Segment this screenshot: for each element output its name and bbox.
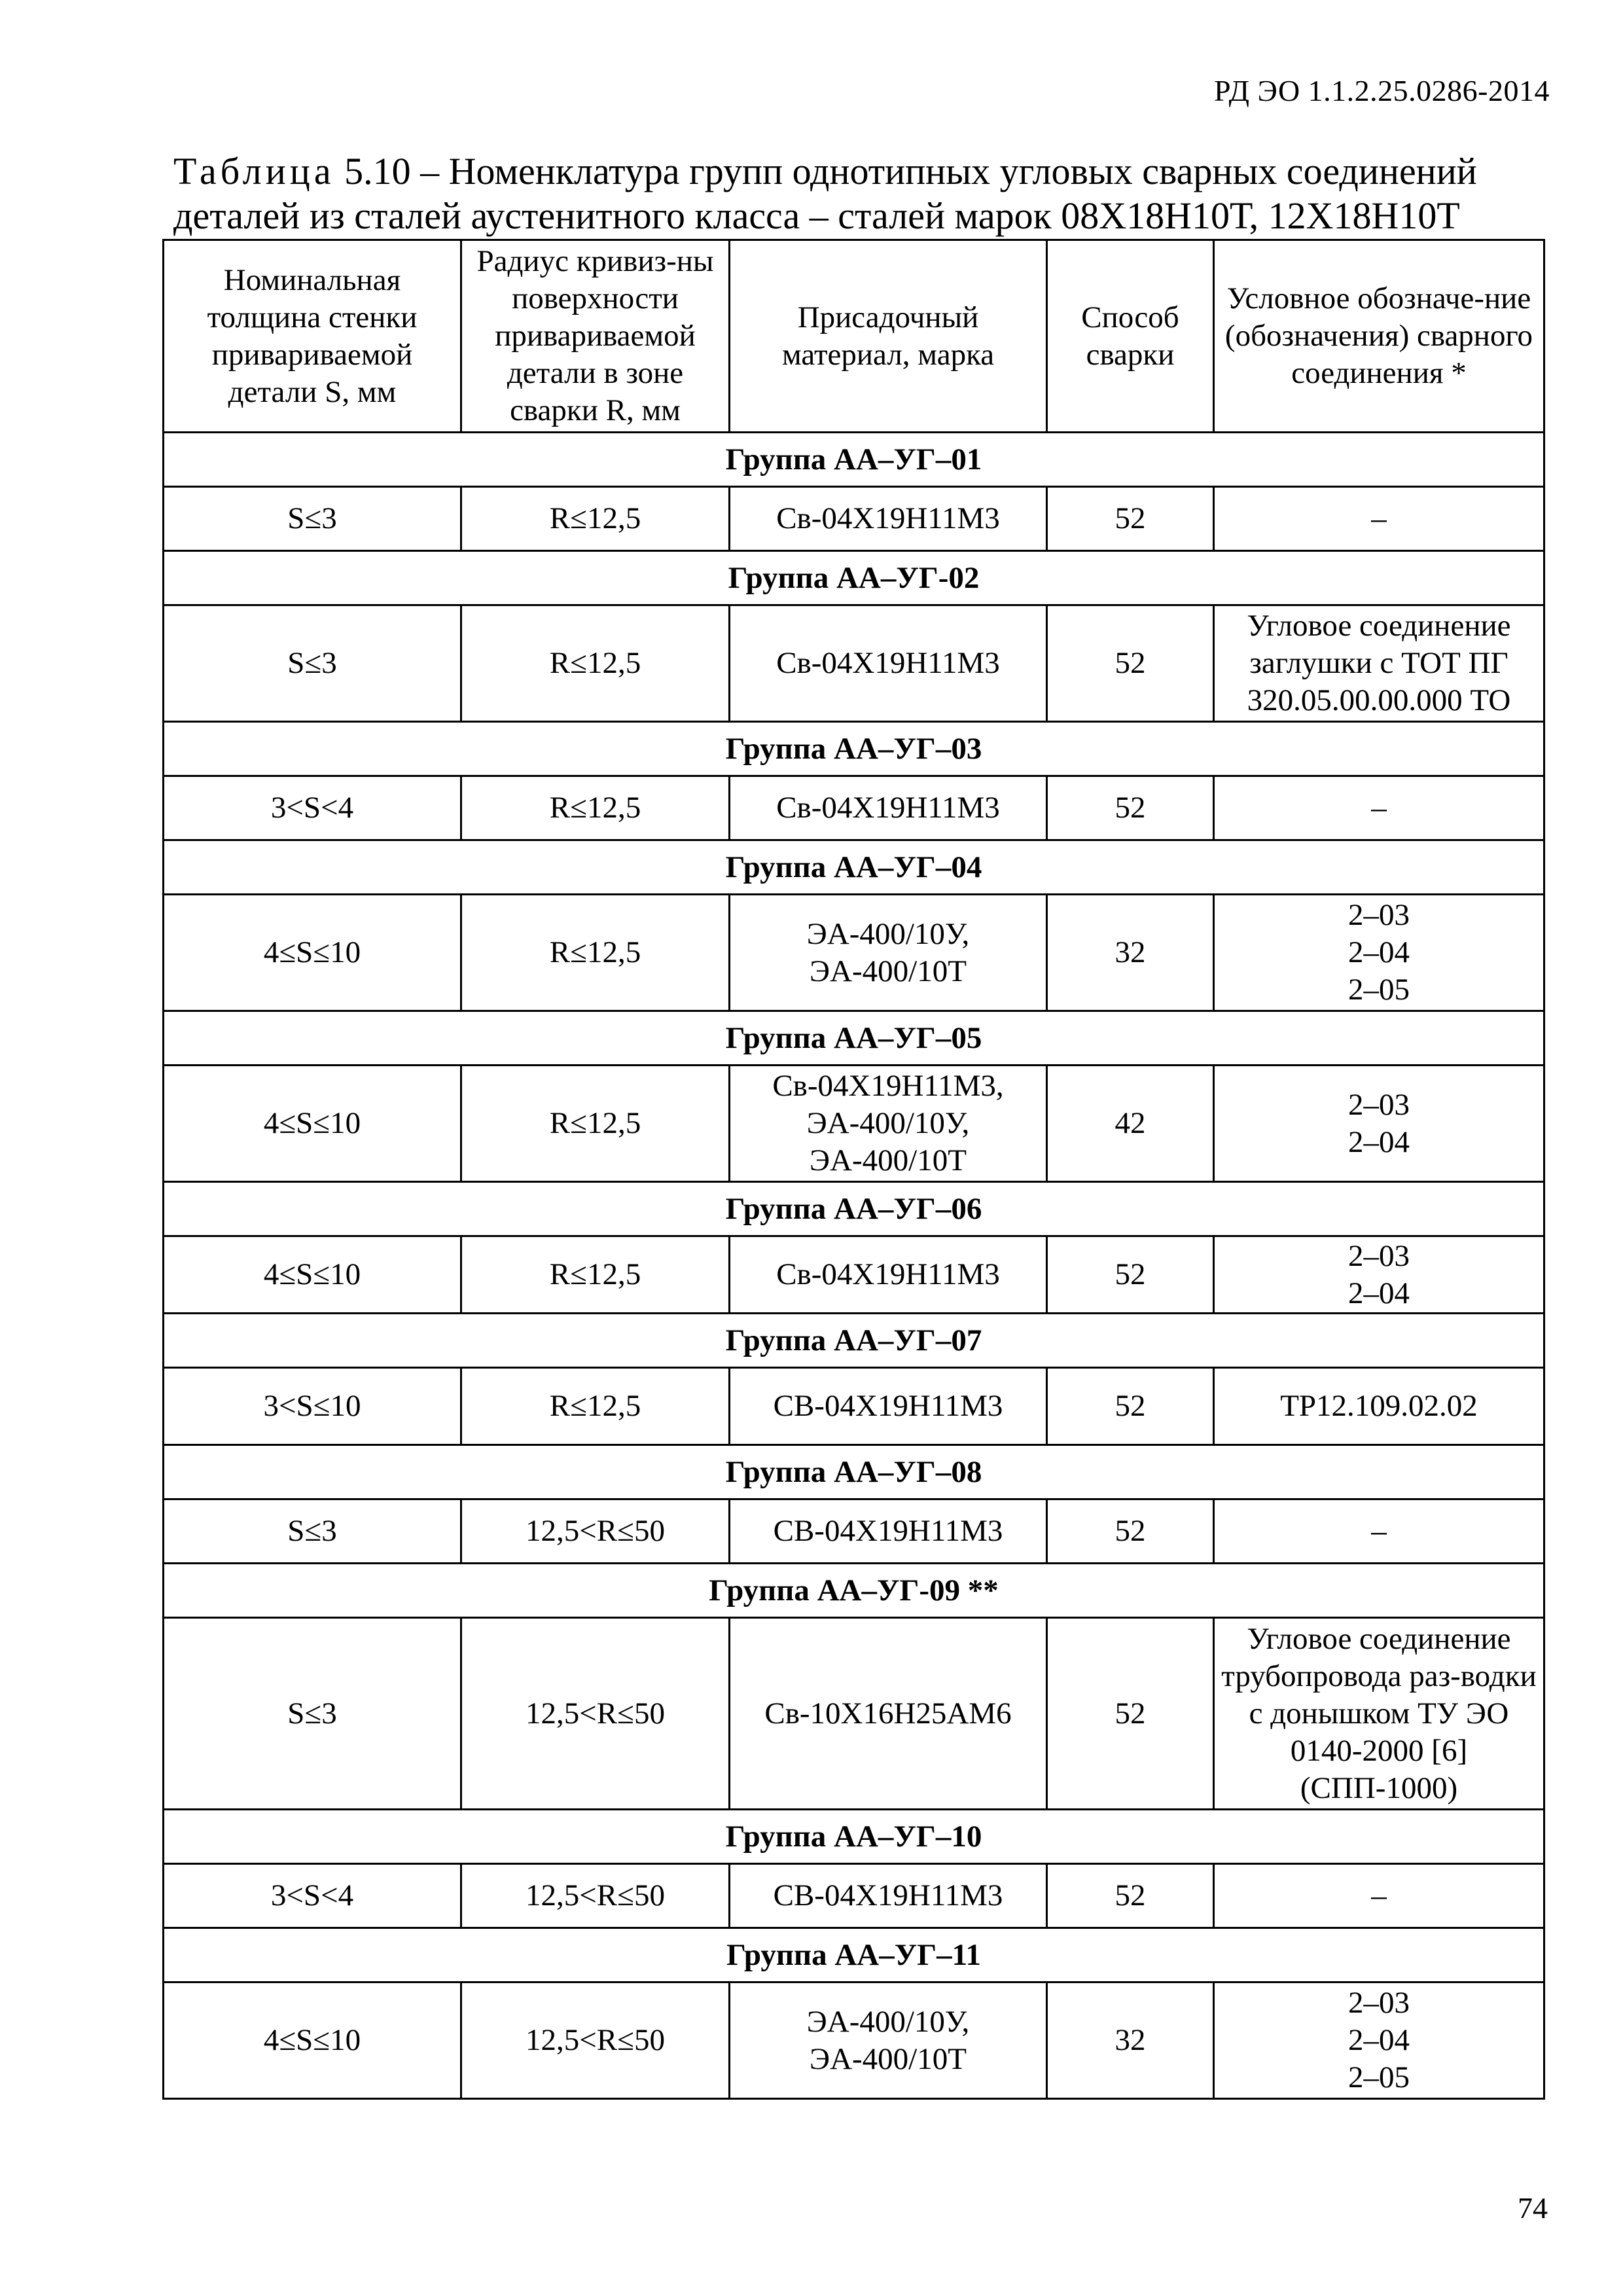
cell-filler-material: СВ-04Х19Н11М3 xyxy=(730,1368,1047,1445)
cell-thickness: 3<S<4 xyxy=(164,1864,461,1928)
cell-designation: – xyxy=(1214,487,1544,551)
cell-welding-method: 52 xyxy=(1047,605,1214,722)
cell-radius: R≤12,5 xyxy=(461,895,730,1011)
cell-welding-method: 52 xyxy=(1047,1864,1214,1928)
header-designation: Условное обозначе-ние (обозначения) сварного соединения * xyxy=(1214,240,1544,433)
table-caption-lead: Таблица xyxy=(173,150,335,192)
table-row xyxy=(164,487,1544,551)
group-title: Группа АА–УГ–06 xyxy=(164,1182,1544,1236)
group-title: Группа АА–УГ–01 xyxy=(164,433,1544,487)
cell-welding-method: 52 xyxy=(1047,776,1214,840)
cell-filler-material: ЭА-400/10У, ЭА-400/10Т xyxy=(730,895,1047,1011)
page-number: 74 xyxy=(1518,2191,1548,2225)
cell-radius: 12,5<R≤50 xyxy=(461,1499,730,1564)
table-row xyxy=(164,1066,1544,1182)
cell-designation: – xyxy=(1214,1864,1544,1928)
cell-filler-material: Св-04Х19Н11М3 xyxy=(730,487,1047,551)
cell-thickness: S≤3 xyxy=(164,1618,461,1810)
table-row xyxy=(164,1864,1544,1928)
group-header-row xyxy=(164,1314,1544,1368)
cell-welding-method: 32 xyxy=(1047,895,1214,1011)
table-header-row xyxy=(164,240,1544,433)
table-body xyxy=(164,433,1544,2099)
cell-radius: R≤12,5 xyxy=(461,1368,730,1445)
group-header-row xyxy=(164,551,1544,605)
cell-radius: R≤12,5 xyxy=(461,605,730,722)
group-title: Группа АА–УГ-02 xyxy=(164,551,1544,605)
cell-thickness: 4≤S≤10 xyxy=(164,1982,461,2099)
cell-thickness: S≤3 xyxy=(164,605,461,722)
group-header-row xyxy=(164,433,1544,487)
cell-filler-material: СВ-04Х19Н11М3 xyxy=(730,1499,1047,1564)
cell-thickness: S≤3 xyxy=(164,1499,461,1564)
group-header-row xyxy=(164,1810,1544,1864)
cell-radius: 12,5<R≤50 xyxy=(461,1982,730,2099)
group-title: Группа АА–УГ–08 xyxy=(164,1445,1544,1499)
group-title: Группа АА–УГ-09 ** xyxy=(164,1564,1544,1618)
cell-welding-method: 52 xyxy=(1047,487,1214,551)
cell-thickness: 4≤S≤10 xyxy=(164,895,461,1011)
group-header-row xyxy=(164,1445,1544,1499)
cell-designation: 2–03 2–04 xyxy=(1214,1066,1544,1182)
cell-designation: 2–03 2–04 2–05 xyxy=(1214,1982,1544,2099)
cell-welding-method: 52 xyxy=(1047,1499,1214,1564)
table-caption-text: 5.10 – Номенклатура групп однотипных угловых сварных соединений деталей из сталей аустенитного класса – сталей марок 08Х18Н10Т, 12Х18Н10Т xyxy=(173,150,1477,237)
group-title: Группа АА–УГ–07 xyxy=(164,1314,1544,1368)
cell-thickness: 3<S<4 xyxy=(164,776,461,840)
table-row xyxy=(164,776,1544,840)
cell-filler-material: Св-04Х19Н11М3 xyxy=(730,776,1047,840)
cell-welding-method: 52 xyxy=(1047,1368,1214,1445)
cell-filler-material: Св-04Х19Н11М3 xyxy=(730,605,1047,722)
group-title: Группа АА–УГ–03 xyxy=(164,722,1544,776)
table-row xyxy=(164,1368,1544,1445)
cell-designation: ТР12.109.02.02 xyxy=(1214,1368,1544,1445)
cell-designation: 2–03 2–04 xyxy=(1214,1236,1544,1314)
group-header-row xyxy=(164,1928,1544,1982)
header-radius: Радиус кривиз-ны поверхности привариваемой детали в зоне сварки R, мм xyxy=(461,240,730,433)
cell-radius: R≤12,5 xyxy=(461,1236,730,1314)
table-row xyxy=(164,1236,1544,1314)
cell-radius: 12,5<R≤50 xyxy=(461,1864,730,1928)
cell-welding-method: 52 xyxy=(1047,1236,1214,1314)
header-filler-material: Присадочный материал, марка xyxy=(730,240,1047,433)
table-row xyxy=(164,1499,1544,1564)
cell-designation: – xyxy=(1214,776,1544,840)
cell-thickness: 4≤S≤10 xyxy=(164,1236,461,1314)
group-title: Группа АА–УГ–10 xyxy=(164,1810,1544,1864)
cell-designation: – xyxy=(1214,1499,1544,1564)
cell-designation: Угловое соединение заглушки с ТОТ ПГ 320.05.00.00.000 ТО xyxy=(1214,605,1544,722)
cell-thickness: 4≤S≤10 xyxy=(164,1066,461,1182)
group-header-row xyxy=(164,1564,1544,1618)
table-caption xyxy=(173,149,1554,238)
group-title: Группа АА–УГ–11 xyxy=(164,1928,1544,1982)
cell-thickness: S≤3 xyxy=(164,487,461,551)
cell-thickness: 3<S≤10 xyxy=(164,1368,461,1445)
welded-joints-table xyxy=(162,239,1545,2100)
cell-radius: R≤12,5 xyxy=(461,487,730,551)
cell-filler-material: ЭА-400/10У, ЭА-400/10Т xyxy=(730,1982,1047,2099)
group-title: Группа АА–УГ–05 xyxy=(164,1011,1544,1066)
table-row xyxy=(164,895,1544,1011)
header-welding-method: Способ сварки xyxy=(1047,240,1214,433)
cell-filler-material: Св-04Х19Н11М3 xyxy=(730,1236,1047,1314)
cell-radius: 12,5<R≤50 xyxy=(461,1618,730,1810)
cell-radius: R≤12,5 xyxy=(461,1066,730,1182)
cell-radius: R≤12,5 xyxy=(461,776,730,840)
group-header-row xyxy=(164,1182,1544,1236)
cell-filler-material: Св-10Х16Н25АМ6 xyxy=(730,1618,1047,1810)
document-code: РД ЭО 1.1.2.25.0286-2014 xyxy=(1214,74,1550,107)
cell-designation: Угловое соединение трубопровода раз-водки с донышком ТУ ЭО 0140-2000 [6] (СПП-1000) xyxy=(1214,1618,1544,1810)
group-header-row xyxy=(164,840,1544,895)
cell-filler-material: Св-04Х19Н11М3, ЭА-400/10У, ЭА-400/10Т xyxy=(730,1066,1047,1182)
cell-designation: 2–03 2–04 2–05 xyxy=(1214,895,1544,1011)
table-row xyxy=(164,1618,1544,1810)
cell-welding-method: 32 xyxy=(1047,1982,1214,2099)
cell-filler-material: СВ-04Х19Н11М3 xyxy=(730,1864,1047,1928)
table-row xyxy=(164,605,1544,722)
group-header-row xyxy=(164,722,1544,776)
cell-welding-method: 42 xyxy=(1047,1066,1214,1182)
table-row xyxy=(164,1982,1544,2099)
header-thickness: Номинальная толщина стенки привариваемой детали S, мм xyxy=(164,240,461,433)
cell-welding-method: 52 xyxy=(1047,1618,1214,1810)
group-title: Группа АА–УГ–04 xyxy=(164,840,1544,895)
group-header-row xyxy=(164,1011,1544,1066)
